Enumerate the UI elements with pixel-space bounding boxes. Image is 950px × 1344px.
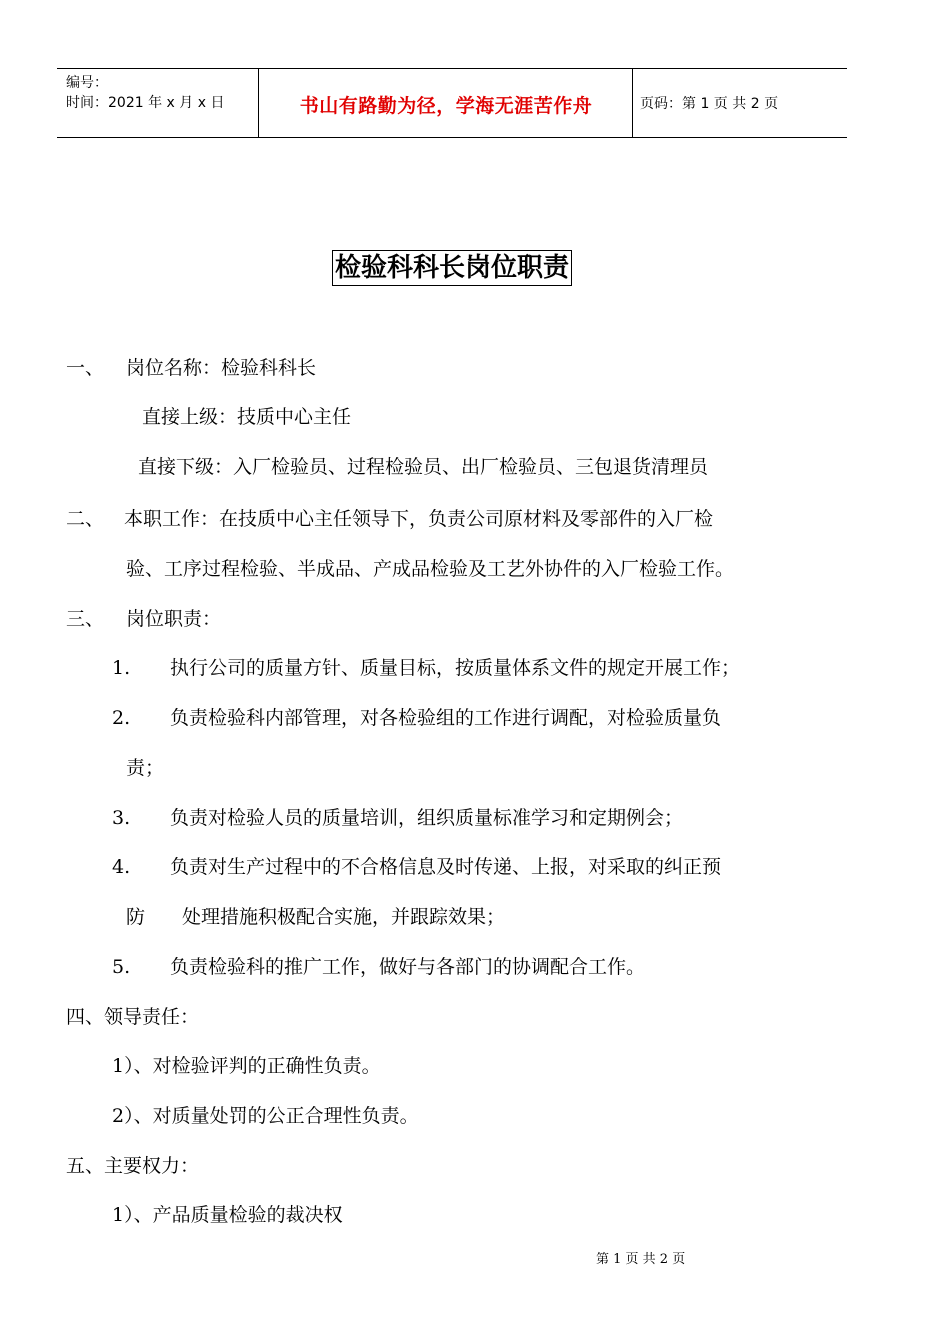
header-motto: 书山有路勤为径，学海无涯苦作舟 — [299, 95, 593, 117]
item-text: 负责检验科内部管理，对各检验组的工作进行调配，对检验质量负 — [170, 707, 722, 729]
document-title: 检验科科长岗位职责 — [332, 250, 572, 286]
position-name: 岗位名称：检验科科长 — [126, 357, 317, 379]
item-number: 2. — [112, 707, 131, 729]
leadership-item: 2）、对质量处罚的公正合理性负责。 — [112, 1105, 419, 1127]
item-number: 4. — [112, 856, 131, 878]
section-number: 二、 — [66, 508, 105, 530]
section-5-heading: 五、主要权力： — [66, 1155, 200, 1177]
item-text-continued: 责； — [126, 757, 165, 779]
leadership-item: 1）、对检验评判的正确性负责。 — [112, 1055, 381, 1077]
item-text: 负责对检验人员的质量培训，组织质量标准学习和定期例会； — [170, 807, 684, 829]
responsibilities-heading: 岗位职责： — [126, 608, 222, 630]
section-number: 一、 — [66, 357, 105, 379]
header-divider — [632, 69, 633, 137]
item-text-continued-a: 防 — [126, 906, 146, 928]
item-text: 负责检验科的推广工作，做好与各部门的协调配合工作。 — [170, 956, 646, 978]
header-meta — [66, 73, 224, 113]
item-number: 5. — [112, 956, 131, 978]
serial-label: 编号： — [66, 75, 108, 91]
page-footer: 第 1 页 共 2 页 — [596, 1252, 686, 1267]
item-text-continued-b: 处理措施积极配合实施，并跟踪效果； — [182, 906, 506, 928]
item-number: 1. — [112, 657, 131, 679]
job-duty-line-1: 本职工作：在技质中心主任领导下，负责公司原材料及零部件的入厂检 — [124, 508, 714, 530]
direct-subordinate: 直接下级：入厂检验员、过程检验员、出厂检验员、三包退货清理员 — [138, 456, 709, 478]
power-item: 1）、产品质量检验的裁决权 — [112, 1204, 343, 1226]
job-duty-line-2: 验、工序过程检验、半成品、产成品检验及工艺外协件的入厂检验工作。 — [126, 558, 735, 580]
item-number: 3. — [112, 807, 131, 829]
header-page-info: 页码：第 1 页 共 2 页 — [640, 96, 779, 112]
item-text: 负责对生产过程中的不合格信息及时传递、上报，对采取的纠正预 — [170, 856, 722, 878]
page-header — [57, 68, 847, 138]
direct-superior: 直接上级：技质中心主任 — [142, 406, 352, 428]
section-number: 三、 — [66, 608, 105, 630]
title-container — [0, 250, 904, 286]
time-label: 时间：2021 年 x 月 x 日 — [66, 95, 225, 111]
item-text: 执行公司的质量方针、质量目标，按质量体系文件的规定开展工作； — [170, 657, 741, 679]
section-4-heading: 四、领导责任： — [66, 1006, 200, 1028]
